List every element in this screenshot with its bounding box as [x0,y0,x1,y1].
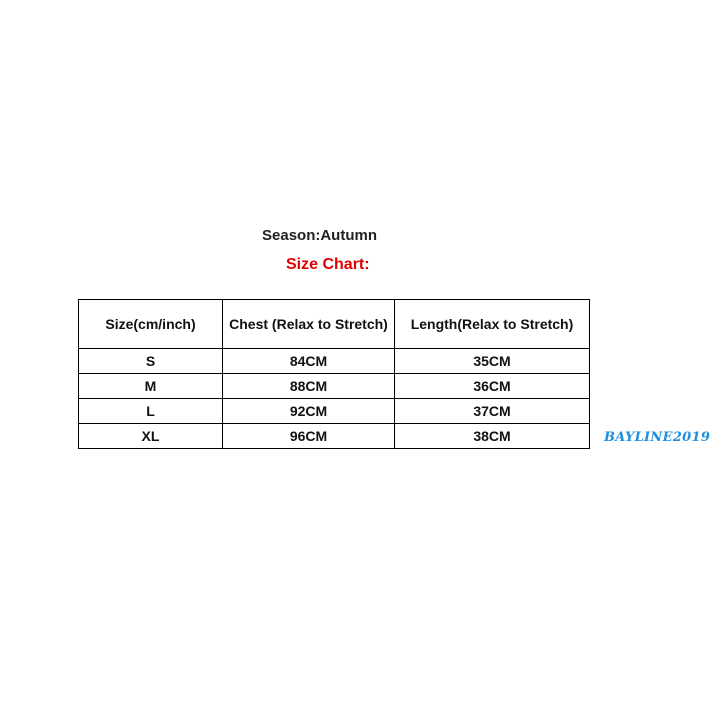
cell-size: S [79,349,223,374]
size-table [78,299,590,449]
cell-chest: 88CM [223,374,395,399]
table-row [79,374,590,399]
cell-size: M [79,374,223,399]
table-header-row [79,300,590,349]
cell-size: XL [79,424,223,449]
watermark-logo: BAYLINE2019 [604,430,710,445]
table-row [79,349,590,374]
cell-size: L [79,399,223,424]
cell-chest: 92CM [223,399,395,424]
table-row [79,399,590,424]
header-chest: Chest (Relax to Stretch) [223,300,395,349]
header-size: Size(cm/inch) [79,300,223,349]
cell-chest: 84CM [223,349,395,374]
cell-length: 37CM [395,399,590,424]
cell-length: 36CM [395,374,590,399]
header-length: Length(Relax to Stretch) [395,300,590,349]
cell-chest: 96CM [223,424,395,449]
season-label-clipped [262,227,412,246]
size-chart-title: Size Chart: [286,256,370,273]
cell-length: 35CM [395,349,590,374]
cell-length: 38CM [395,424,590,449]
table-row [79,424,590,449]
season-label: Season:Autumn [262,227,378,244]
